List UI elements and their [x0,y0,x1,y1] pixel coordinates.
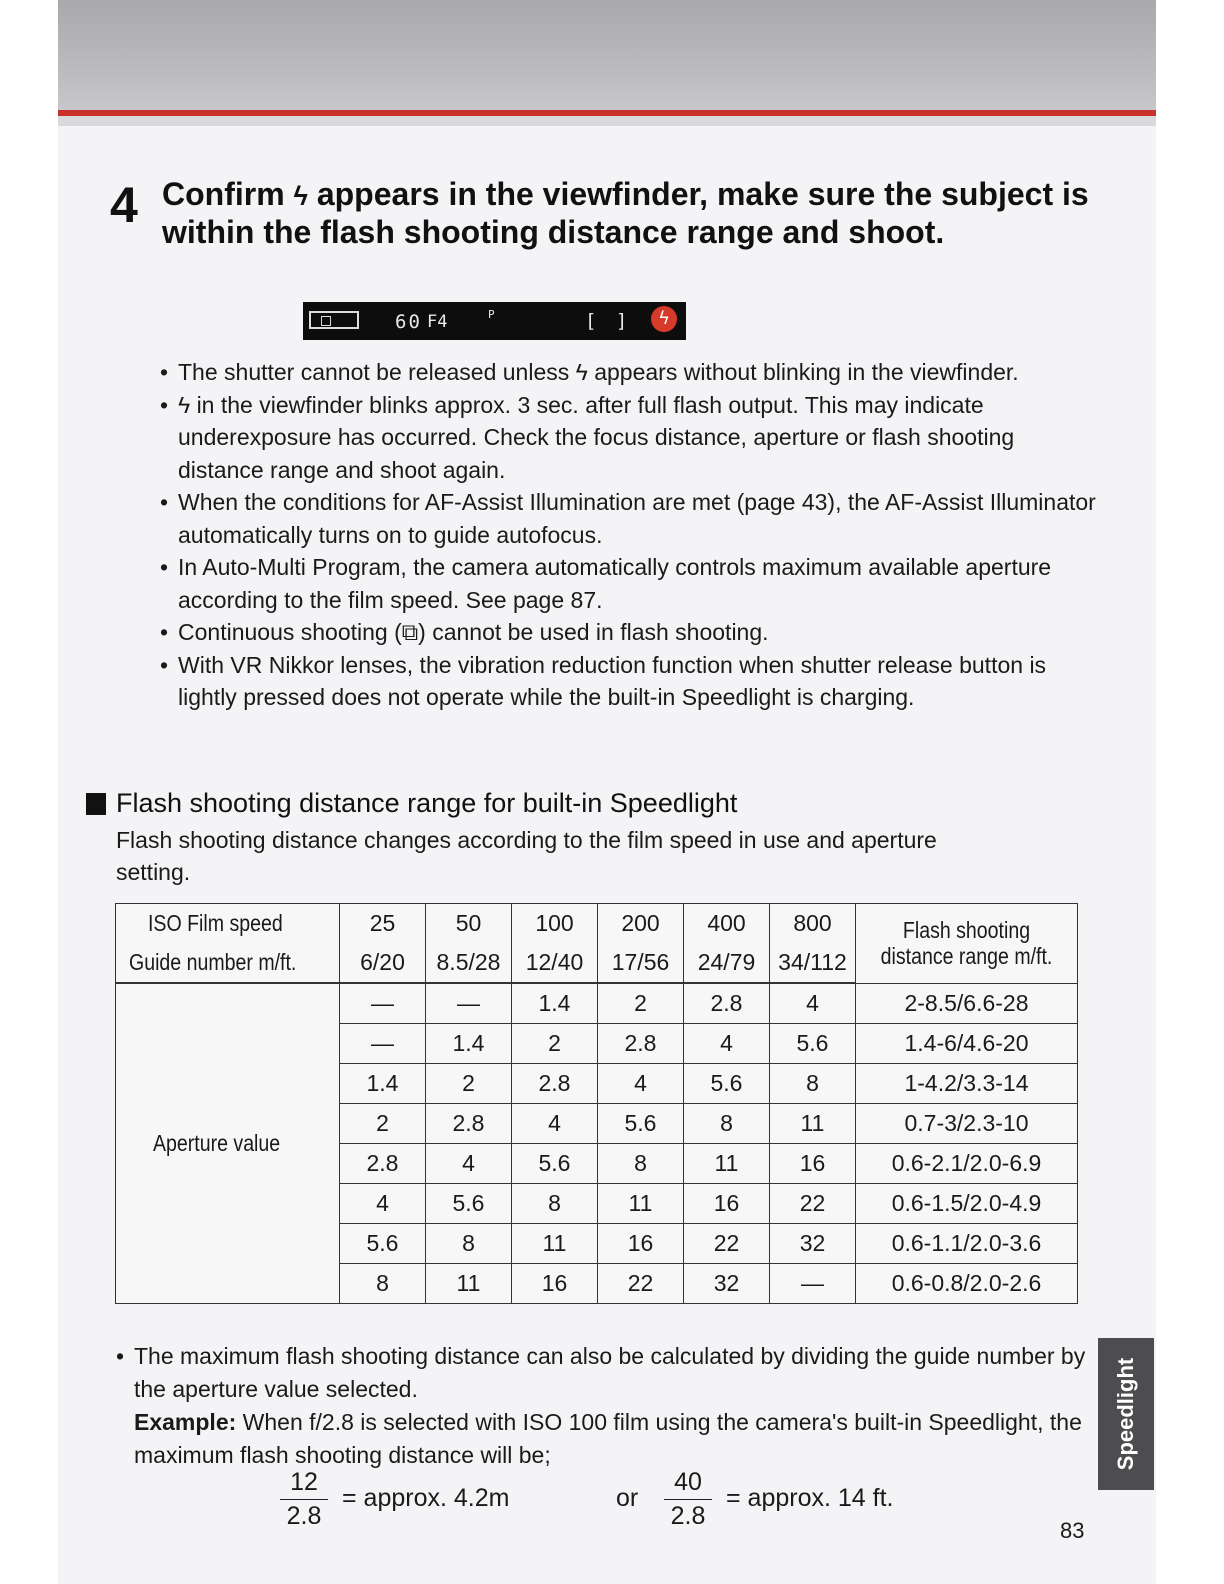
list-item: • The shutter cannot be released unless ϟ appears without blinking in the viewfinder. [158,356,1098,389]
list-item: • In Auto-Multi Program, the camera automatically controls maximum available aperture according to the film speed. See page 87. [158,551,1098,616]
guide-number: 12/40 [512,943,598,983]
iso-value: 25 [340,904,426,944]
aperture-cell: 4 [512,1104,598,1144]
aperture-cell: 11 [598,1184,684,1224]
aperture-cell: 11 [770,1104,856,1144]
aperture-cell: 5.6 [684,1064,770,1104]
chapter-tab-label: Speedlight [1113,1357,1138,1471]
fraction-denominator: 2.8 [286,1502,322,1530]
result-metric: = approx. 4.2m [342,1484,510,1512]
flash-distance-table [115,903,1078,1304]
aperture-cell: 5.6 [598,1104,684,1144]
aperture-cell: 11 [512,1224,598,1264]
aperture-cell: 8 [426,1224,512,1264]
aperture-cell: 2.8 [426,1104,512,1144]
aperture-cell: 5.6 [340,1224,426,1264]
aperture-cell: 1.4 [340,1064,426,1104]
aperture-cell: 5.6 [770,1024,856,1064]
list-item: • When the conditions for AF-Assist Illumination are met (page 43), the AF-Assist Illuminator automatically turns on to guide autofocus. [158,486,1098,551]
fraction-denominator: 2.8 [670,1502,706,1530]
fraction-numerator: 12 [290,1468,318,1496]
or-text: or [616,1484,639,1512]
aperture-cell: 2 [426,1064,512,1104]
aperture-cell: 8 [340,1264,426,1304]
section-marker-icon [86,793,106,815]
fraction-numerator: 40 [674,1468,702,1496]
aperture-cell: 8 [512,1184,598,1224]
aperture-cell: 5.6 [426,1184,512,1224]
aperture-cell: 11 [684,1144,770,1184]
note-bullet: • [116,1343,125,1369]
distance-cell: 1.4-6/4.6-20 [856,1024,1078,1064]
result-imperial: = approx. 14 ft. [726,1484,894,1512]
notes-list [158,356,1098,714]
viewfinder-mode: P [488,308,495,321]
flash-ready-icon: ϟ [651,306,677,332]
distance-cell: 0.7-3/2.3-10 [856,1104,1078,1144]
aperture-cell: 16 [512,1264,598,1304]
aperture-cell: 8 [684,1104,770,1144]
chapter-tab [1098,1338,1154,1490]
aperture-cell: 32 [684,1264,770,1304]
step-title-part2: appears in the viewfinder, make sure the subject is within the flash shooting distance range and shoot. [162,176,1089,250]
example-label: Example: [134,1409,237,1435]
iso-value: 400 [684,904,770,944]
guide-label: Guide number m/ft. [116,943,340,983]
aperture-cell: 22 [684,1224,770,1264]
viewfinder-aperture: F4 [427,312,448,332]
section-title: Flash shooting distance range for built-in Speedlight [116,788,738,818]
iso-label: ISO Film speed [116,904,340,944]
aperture-cell: 4 [340,1184,426,1224]
fraction-imperial [664,1468,712,1531]
aperture-cell: 22 [598,1264,684,1304]
aperture-cell: 2.8 [340,1144,426,1184]
guide-number: 17/56 [598,943,684,983]
distance-cell: 0.6-2.1/2.0-6.9 [856,1144,1078,1184]
viewfinder-focus-brackets: [ ] [585,310,632,332]
aperture-cell: 16 [770,1144,856,1184]
iso-value: 100 [512,904,598,944]
aperture-cell: 4 [770,983,856,1024]
viewfinder-display [303,302,686,340]
note-text: The maximum flash shooting distance can also be calculated by dividing the guide number by the aperture value selected. [134,1343,1086,1402]
guide-number: 24/79 [684,943,770,983]
distance-header: Flash shooting distance range m/ft. [856,904,1078,984]
step-title-part1: Confirm [162,176,294,212]
aperture-label: Aperture value [116,983,340,1304]
guide-number: 6/20 [340,943,426,983]
aperture-cell: 16 [598,1224,684,1264]
aperture-cell: 22 [770,1184,856,1224]
aperture-cell: 1.4 [426,1024,512,1064]
header-grey-rule [58,116,1156,126]
aperture-cell: — [426,983,512,1024]
metering-frame-icon [309,311,359,329]
iso-value: 800 [770,904,856,944]
distance-cell: 1-4.2/3.3-14 [856,1064,1078,1104]
aperture-cell: 2.8 [512,1064,598,1104]
step-title [162,176,1122,251]
viewfinder-shutter-speed: 60 [395,311,422,333]
manual-page [58,0,1156,1584]
aperture-cell: 2 [340,1104,426,1144]
calculation-note [116,1340,1094,1472]
aperture-cell: 8 [770,1064,856,1104]
fraction-bar [664,1499,712,1500]
iso-row [116,904,1078,944]
guide-number: 8.5/28 [426,943,512,983]
aperture-cell: 32 [770,1224,856,1264]
aperture-cell: 2.8 [598,1024,684,1064]
list-item: • ϟ in the viewfinder blinks approx. 3 sec. after full flash output. This may indicate underexposure has occurred. Check the focus distance, aperture or flash shooting distance range and shoot again. [158,389,1098,487]
flash-icon: ϟ [293,180,308,211]
aperture-cell: 11 [426,1264,512,1304]
aperture-cell: 2.8 [684,983,770,1024]
aperture-cell: — [340,983,426,1024]
aperture-cell: 2 [512,1024,598,1064]
aperture-cell: 4 [426,1144,512,1184]
distance-cell: 0.6-1.5/2.0-4.9 [856,1184,1078,1224]
example-text: When f/2.8 is selected with ISO 100 film using the camera's built-in Speedlight, the maximum flash shooting distance will be; [134,1409,1082,1468]
aperture-cell: 5.6 [512,1144,598,1184]
table-row [116,983,1078,1024]
aperture-cell: — [770,1264,856,1304]
guide-number: 34/112 [770,943,856,983]
fraction-metric [280,1468,328,1531]
aperture-cell: 4 [684,1024,770,1064]
list-item: • Continuous shooting (⧉) cannot be used in flash shooting. [158,616,1098,649]
section-intro: Flash shooting distance changes according to the film speed in use and aperture setting. [116,827,937,885]
list-item: • With VR Nikkor lenses, the vibration reduction function when shutter release button is lightly pressed does not operate while the built-in Speedlight is charging. [158,649,1098,714]
iso-value: 50 [426,904,512,944]
iso-value: 200 [598,904,684,944]
fraction-bar [280,1499,328,1500]
aperture-cell: — [340,1024,426,1064]
distance-cell: 2-8.5/6.6-28 [856,983,1078,1024]
header-band [58,0,1156,110]
aperture-cell: 4 [598,1064,684,1104]
aperture-cell: 1.4 [512,983,598,1024]
aperture-cell: 2 [598,983,684,1024]
step-number: 4 [110,177,138,233]
aperture-cell: 8 [598,1144,684,1184]
distance-cell: 0.6-0.8/2.0-2.6 [856,1264,1078,1304]
page-number: 83 [1060,1518,1085,1543]
aperture-cell: 16 [684,1184,770,1224]
distance-cell: 0.6-1.1/2.0-3.6 [856,1224,1078,1264]
